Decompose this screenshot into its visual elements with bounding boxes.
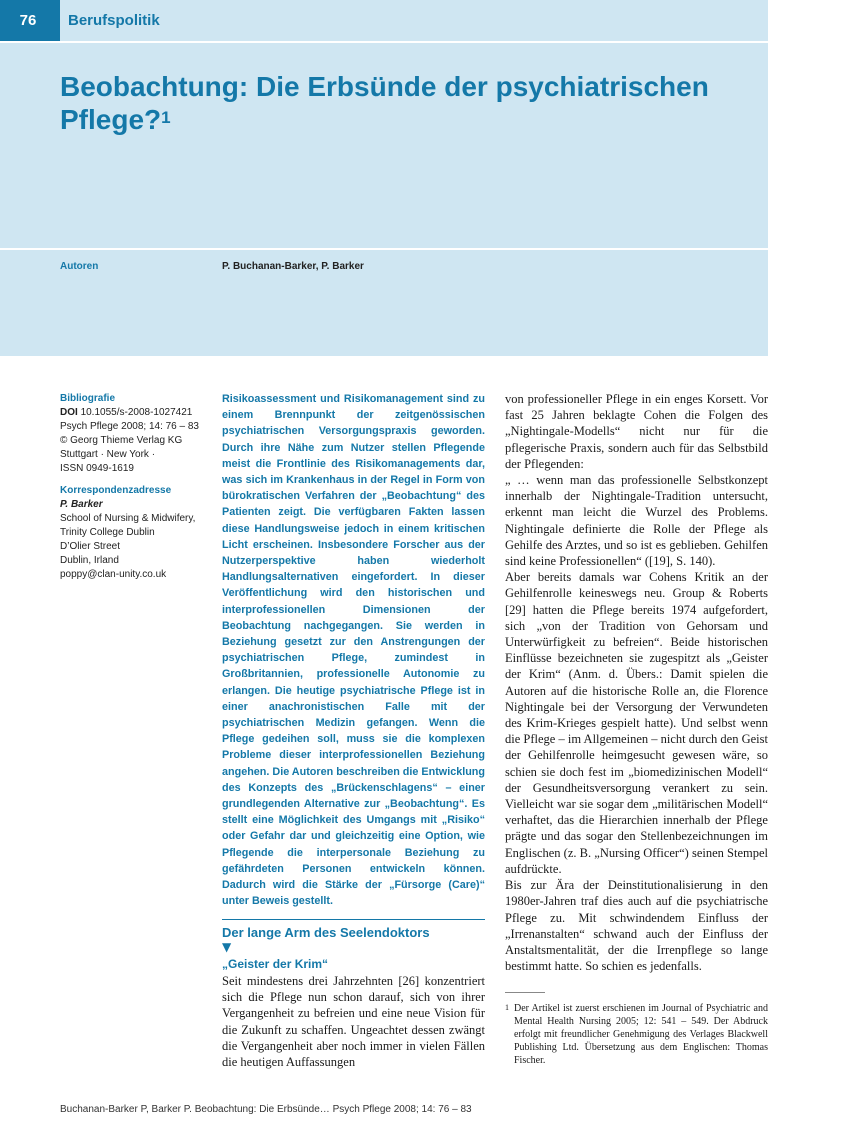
publisher-location: Stuttgart · New York · [60, 449, 156, 460]
copyright: © Georg Thieme Verlag KG [60, 435, 183, 446]
footnote [505, 1002, 768, 1067]
section-heading: Der lange Arm des Seelendoktors [222, 925, 430, 940]
footnote-mark: 1 [505, 1003, 509, 1012]
page-number-box [0, 0, 60, 41]
correspondence-name: P. Barker [60, 499, 103, 510]
footnote-rule [505, 992, 545, 993]
page-footer: Buchanan-Barker P, Barker P. Beobachtung: Die Erbsünde… Psych Pflege 2008; 14: 76 – 83 [60, 1104, 472, 1115]
quote-paragraph: „ … wenn man das professionelle Selbstkonzept innerhalb der Nightingale-Tradition untersucht, erkennt man leicht die Wurzel des Problems. Nightingale definierte die Rolle der Pflege als Gehilfe des Arztes, und so ist es geblieben. Gehilfen sind keine Professionellen“ ([19], S. 140). [505, 473, 768, 569]
header-band [0, 0, 768, 356]
title-divider [0, 248, 768, 250]
header-divider [0, 41, 768, 43]
section-label: Berufspolitik [68, 12, 160, 29]
footnote-text: Der Artikel ist zuerst erschienen im Journal of Psychiatric and Mental Health Nursing 2005; 12: 541 – 549. Der Abdruck erfolgt mit freundlicher Genehmigung des Verlages Blackwell Publishing Ltd. Übersetzung aus dem Englischen: Thomas Fischer. [514, 1003, 768, 1066]
issn: ISSN 0949-1619 [60, 463, 134, 474]
address-line: School of Nursing & Midwifery, [60, 513, 196, 524]
subheading: „Geister der Krim“ [222, 957, 329, 971]
paragraph: Aber bereits damals war Cohens Kritik an der Gehilfenrolle keineswegs neu. Group & Roberts [29] hatten die Pflege bereits 1974 aufgefordert, sich „von der Tradition von Gehorsam und Unterwürfigkeit zu befreien“. Beide historischen Einflüsse bezeichneten sie zugespitzt als „Geister der Krim“ (Anm. d. Übers.: Damit spielen die Autoren auf die historische Rolle an, die Florence Nightingale bei der Versorgung der Verwundeten des Krim-Krieges gespielt hatte). Und selbst wenn die Pflege – im Allgemeinen – nicht durch den Geist der Gehilfenrolle heimgesucht gewesen wäre, so schien sie doch fest im „biomedizinischen Modell“ der Gesundheitsversorgung verankert zu sein. Vielleicht war sie sogar dem „militärischen Modell“ verhaftet, das die Hierarchien innerhalb der Pflege prägte und das sogar den Stellenbezeichnungen im Englischen (z. B. „Nursing Officer“) seinen Stempel aufdrückte. [505, 570, 768, 876]
authors: P. Buchanan-Barker, P. Barker [222, 261, 364, 272]
email-link[interactable]: poppy@clan-unity.co.uk [60, 569, 167, 580]
address-line: D’Olier Street [60, 541, 121, 552]
page-number: 76 [19, 12, 37, 29]
paragraph: Bis zur Ära der Deinstitutionalisierung in den 1980er-Jahren traf dies auch auf die psychiatrische Pflege zu. Mit schwindendem Einfluss der „Irrenanstalten“ schwand auch der Einfluss der Anstaltsmentalität, der die Irrenpflege so lange bestimmt hatte. So schien es jedenfalls. [505, 878, 768, 974]
doi-label: DOI [60, 407, 78, 418]
paragraph: von professioneller Pflege in ein enges Korsett. Vor fast 25 Jahren beklagte Cohen die Folgen des „Nightingale-Modells“ nicht nur für die pflegerische Praxis, sondern auch für das Selbstbild der Pflegenden: [505, 392, 768, 471]
title-footnote-mark[interactable]: 1 [161, 108, 171, 127]
address-line: Dublin, Irland [60, 555, 119, 566]
article-title [60, 70, 750, 136]
bibliography-sidebar [60, 392, 210, 582]
bibliography-heading: Bibliografie [60, 393, 116, 404]
section-rule [222, 919, 485, 920]
authors-label: Autoren [60, 261, 99, 272]
doi-value[interactable]: 10.1055/s-2008-1027421 [80, 407, 193, 418]
address-line: Trinity College Dublin [60, 527, 155, 538]
body-text-right [505, 391, 768, 974]
correspondence-heading: Korrespondenzadresse [60, 485, 172, 496]
triangle-down-icon: ▼ [222, 940, 232, 954]
abstract: Risikoassessment und Risikomanagement sind zu einem Brennpunkt der zeitgenössischen psychiatrischen Versorgungspraxis geworden. Durch ihre Nähe zum Nutzer stellen Pflegende meist die Frontlinie des Risikomanagements dar, was sich im Krankenhaus in der Regel in Form von bürokratischen Verfahren der „Beobachtung“ des Patienten zeigt. Die verfügbaren Fakten lassen diese Handlungsweise jedoch in einem kritischen Licht erscheinen. Insbesondere Forscher aus der Nutzerperspektive haben wiederholt Handlungsalternativen eingefordert. In dieser Veröffentlichung wird den historischen und interprofessionellen Dimensionen der Beobachtung nachgegangen. Sie werden in Beziehung gesetzt zur den Anstrengungen der psychiatrischen Pflege, zumindest in Großbritannien, professionelle Autonomie zu erlangen. Die heutige psychiatrische Pflege ist in einer anachronistischen Falle mit der psychiatrischen Medizin gefangen. Wenn die Pflege gedeihen soll, muss sie die komplexen Probleme dieser interprofessionellen Beziehung angehen. Die Autoren beschreiben die Entwicklung des Konzepts des „Brückenschlagens“ – einer grundlegenden Alternative zur „Beobachtung“. Es stellt eine Möglichkeit des Umgangs mit „Risiko“ oder Gefahr dar und gleichzeitig eine Option, wie Pflegende die interpersonale Beziehung zu gefährdeten Personen entwickeln können. Dadurch wird die Stärke der „Fürsorge (Care)“ unter Beweis gestellt. [222, 393, 485, 908]
title-text: Beobachtung: Die Erbsünde der psychiatrischen Pflege? [60, 71, 709, 135]
journal-citation: Psych Pflege 2008; 14: 76 – 83 [60, 421, 199, 432]
doi-line [60, 406, 210, 420]
body-text-left: Seit mindestens drei Jahrzehnten [26] konzentriert sich die Pflege nun schon darauf, sich von ihrer Vergangenheit zu befreien und eine neue Vision für die Zukunft zu schaffen. Ungeachtet dessen zwängt die Vergangenheit aber noch immer in vielen Fällen die heutigen Auffassungen [222, 974, 485, 1070]
